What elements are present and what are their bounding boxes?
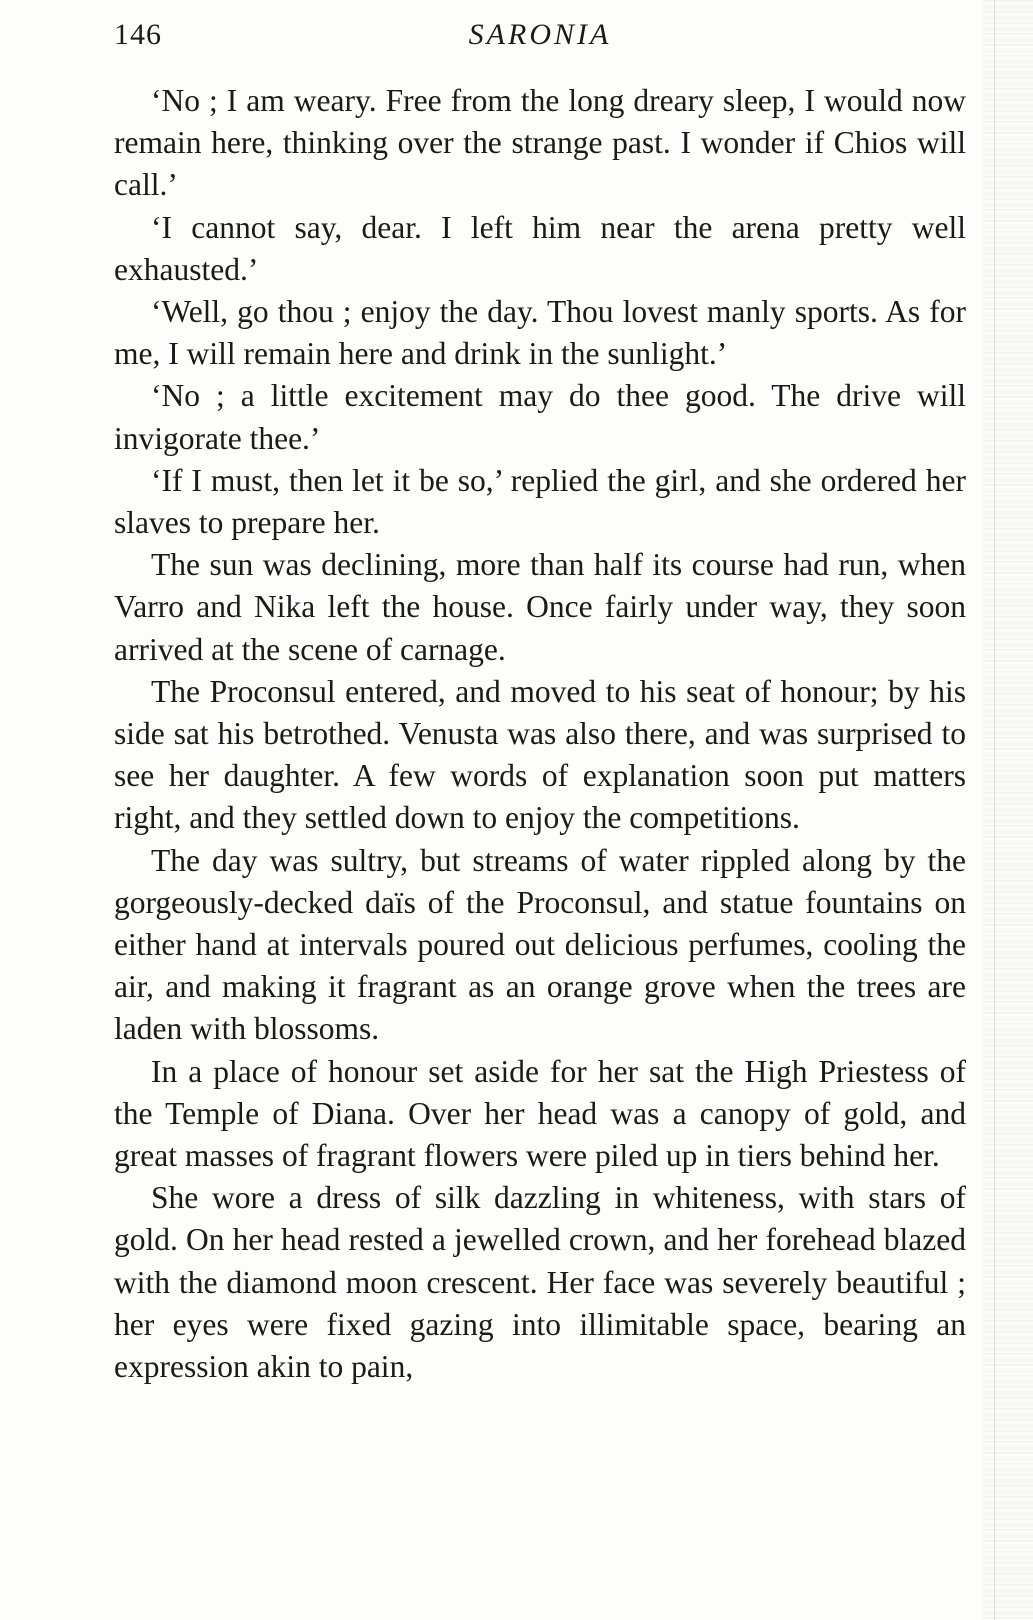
paragraph: ‘I cannot say, dear. I left him near the arena pretty well exhausted.’ <box>114 209 966 287</box>
paragraph: She wore a dress of silk dazzling in whiteness, with stars of gold. On her head rested a jewelled crown, and her forehead blazed with the diamond moon crescent. Her face was severely beautiful ; her eyes were fixed gazing into illimitable space, bearing an expression akin to pain, <box>114 1180 966 1385</box>
paragraph: The Proconsul entered, and moved to his seat of honour; by his side sat his betrothed. Venusta was also there, and was surprised to see her daughter. A few words of explanation soon put matters right, and they settled down to enjoy the competitions. <box>114 673 966 836</box>
paragraph: The day was sultry, but streams of water rippled along by the gorgeously-decked daïs of the Proconsul, and statue fountains on either hand at intervals poured out delicious perfumes, cooling the air, and making it fragrant as an orange grove when the trees are laden with blossoms. <box>114 842 966 1047</box>
page-header <box>114 18 966 62</box>
paragraph: ‘No ; a little excitement may do thee good. The drive will invigorate thee.’ <box>114 378 966 456</box>
paragraph: The sun was declining, more than half its course had run, when Varro and Nika left the house. Once fairly under way, they soon arrived at the scene of carnage. <box>114 547 966 667</box>
paragraph: ‘No ; I am weary. Free from the long dreary sleep, I would now remain here, thinking over the strange past. I wonder if Chios will call.’ <box>114 83 966 203</box>
running-title: SARONIA <box>468 18 612 51</box>
paragraph: ‘If I must, then let it be so,’ replied the girl, and she ordered her slaves to prepare her. <box>114 462 966 541</box>
paragraph: ‘Well, go thou ; enjoy the day. Thou lovest manly sports. As for me, I will remain here and drink in the sunlight.’ <box>114 294 966 372</box>
body-text <box>114 80 966 1388</box>
scan-edge-line <box>994 0 995 1620</box>
scan-edge-shadow <box>983 0 1033 1620</box>
page-number: 146 <box>114 18 162 51</box>
paragraph: In a place of honour set aside for her sat the High Priestess of the Temple of Diana. Over her head was a canopy of gold, and great masses of fragrant flowers were piled up in tiers behind her. <box>114 1053 966 1174</box>
